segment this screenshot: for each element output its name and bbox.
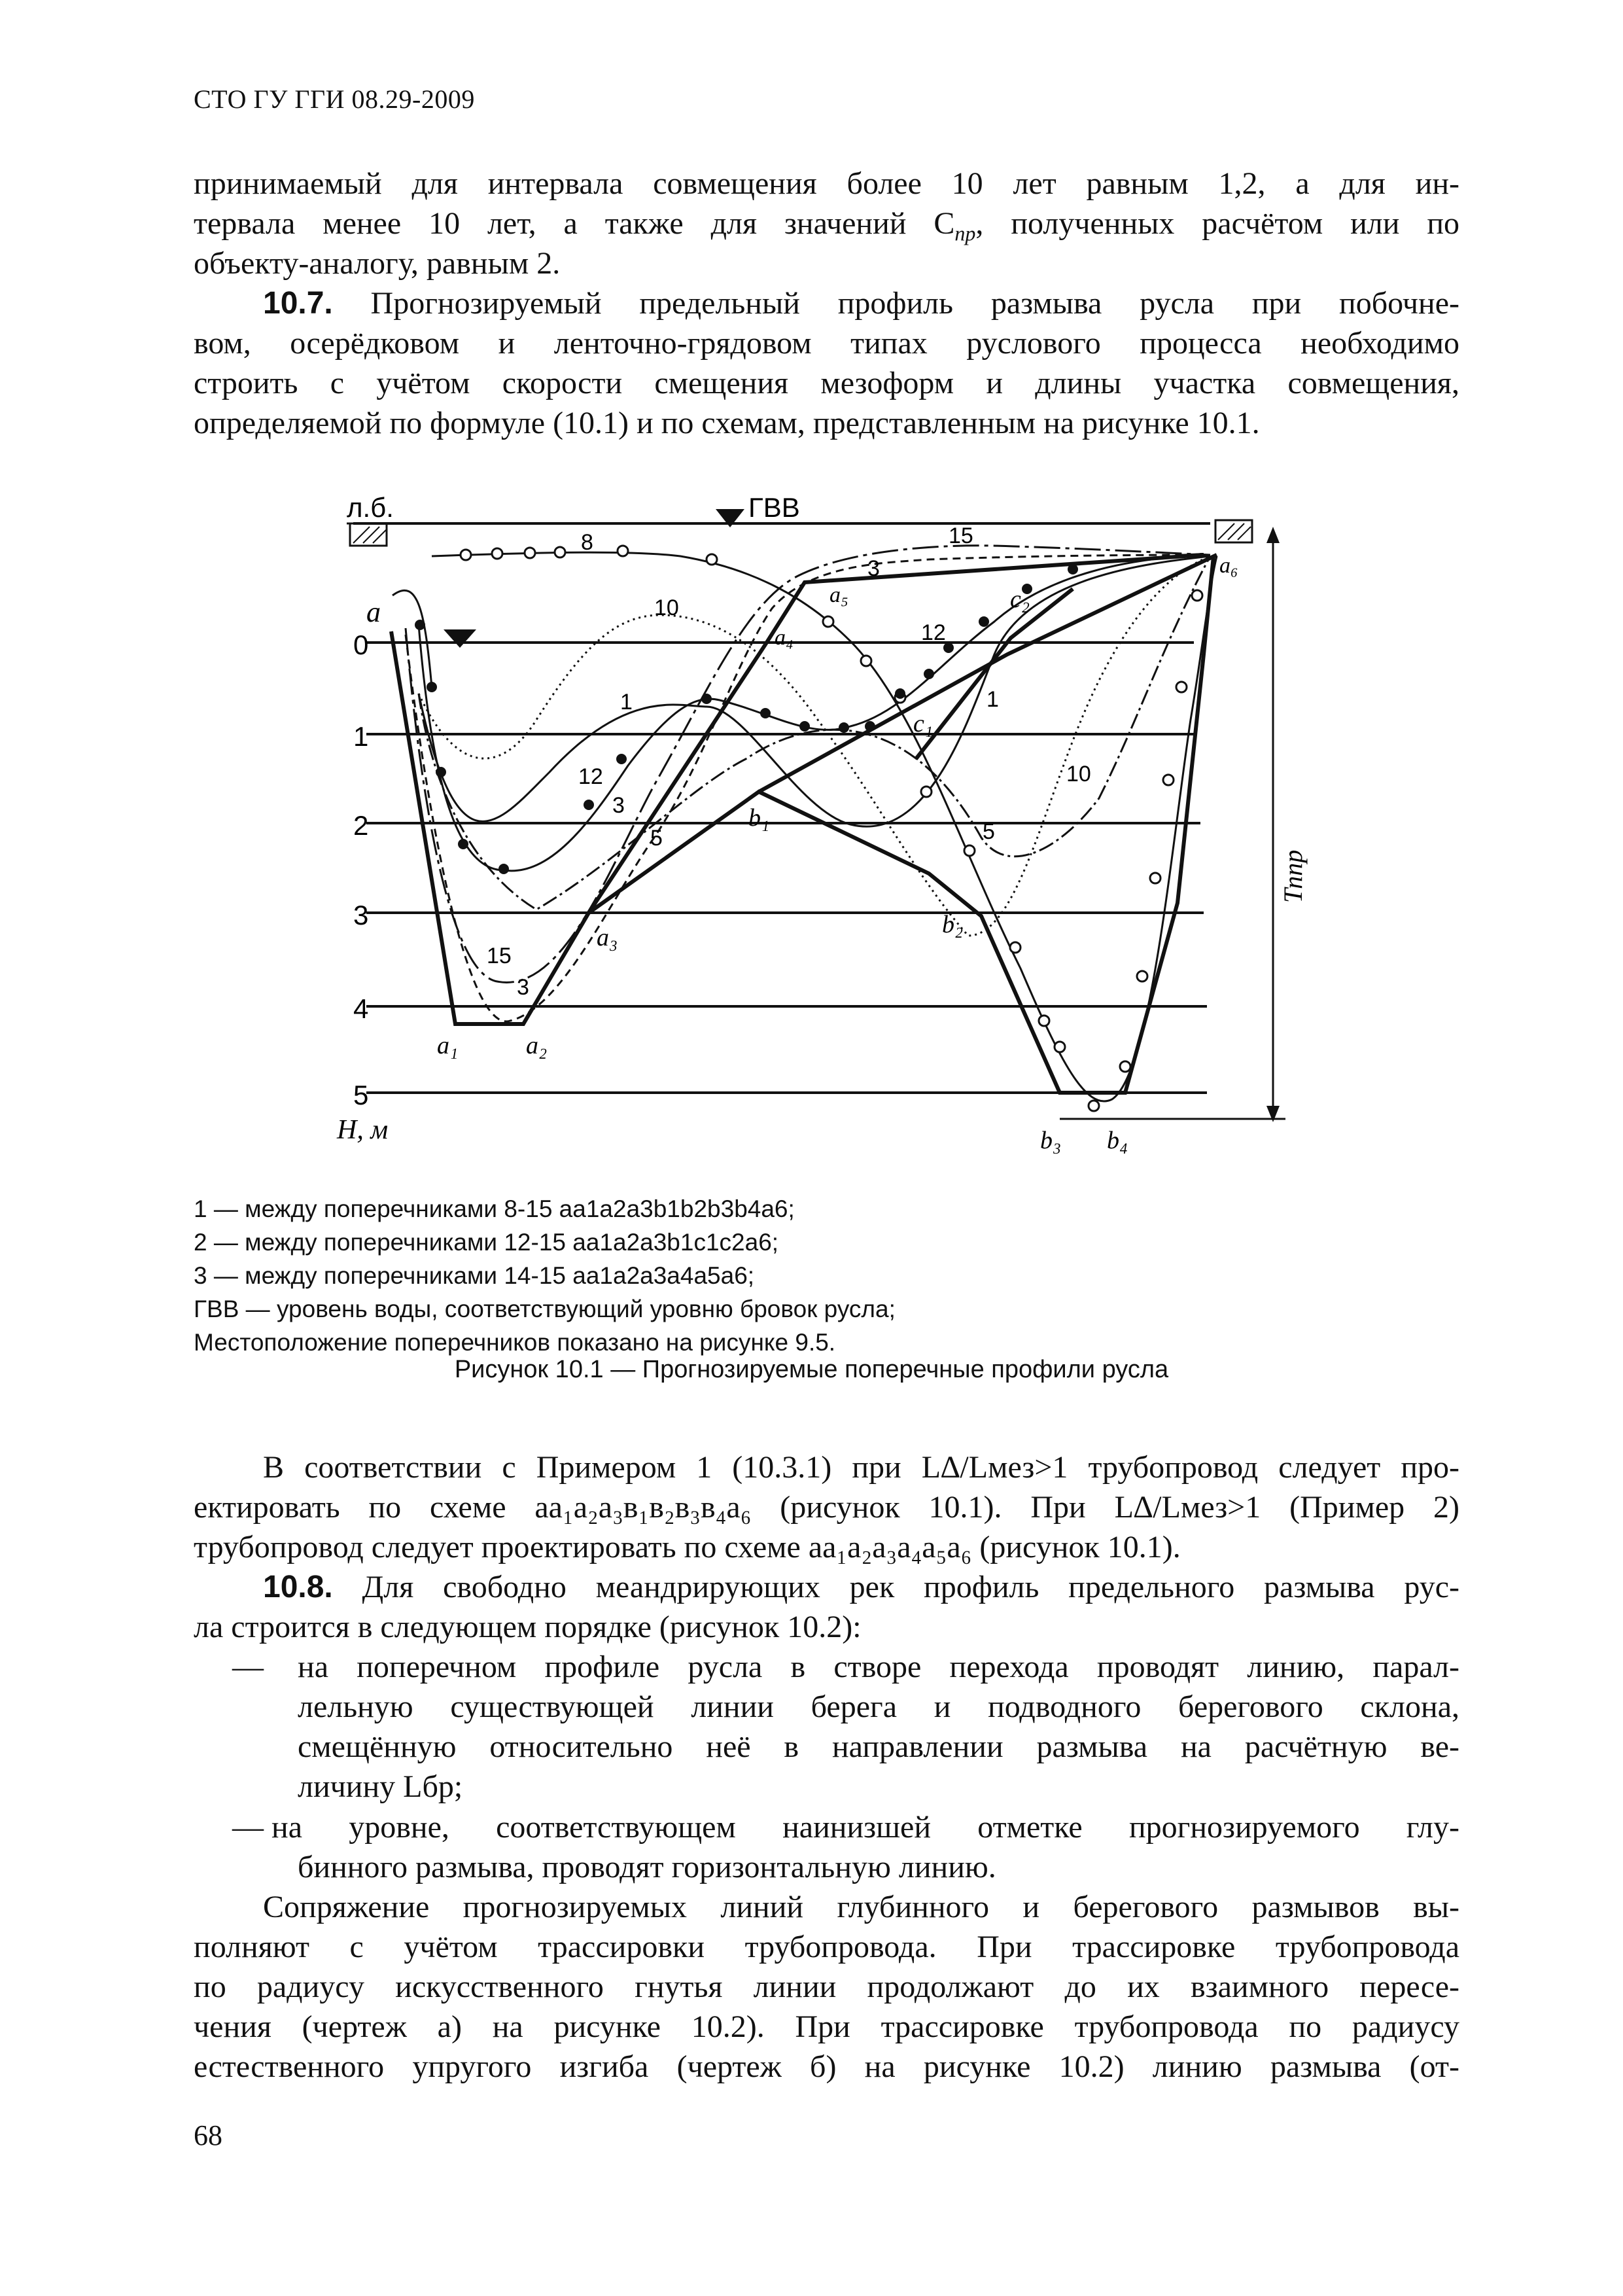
curve-label-12-left: 12 bbox=[578, 764, 603, 789]
left-bank-hatch-lines bbox=[353, 527, 386, 543]
dash-item-2-line-1: на уровне, соответствующем наинизшей отметке прогнозируемого глу- bbox=[271, 1810, 1459, 1845]
paragraph-3-line-1: В соответствии с Примером 1 (10.3.1) при L∆/Lмез>1 трубопровод следует про- bbox=[263, 1450, 1459, 1485]
paragraph-10-8 bbox=[194, 1567, 1459, 1647]
dash-item-1-body bbox=[298, 1647, 1459, 1807]
depth-label-4: 4 bbox=[353, 993, 369, 1024]
paragraph-5-line-4: чения (чертеж а) на рисунке 10.2). При трассировке трубопровода по радиусу bbox=[194, 2009, 1459, 2044]
point-a6-label: а₆ bbox=[1219, 554, 1238, 578]
point-c2-label: c₂ bbox=[1010, 586, 1030, 613]
point-a3-label: а₃ bbox=[597, 924, 618, 951]
point-c1-label: c₁ bbox=[913, 710, 934, 737]
document-header: СТО ГУ ГГИ 08.29-2009 bbox=[194, 84, 475, 114]
paragraph-3-line-3: трубопровод следует проектировать по схеме аа₁а₂а₃а₄а₅а₆ (рисунок 10.1). bbox=[194, 1530, 1181, 1564]
right-bank-hatch-lines bbox=[1218, 523, 1251, 540]
paragraph-1-line-2-tail: , полученных расчётом или по bbox=[975, 206, 1460, 241]
paragraph-1-line-3: объекту-аналогу, равным 2. bbox=[194, 246, 561, 281]
depth-label-2: 2 bbox=[353, 810, 369, 841]
dash-marker: — bbox=[232, 1650, 264, 1684]
paragraph-5-line-1: Сопряжение прогнозируемых линий глубинного и берегового размывов вы- bbox=[263, 1890, 1459, 1924]
page-number: 68 bbox=[194, 2119, 222, 2151]
curve-label-10-top: 10 bbox=[654, 595, 679, 620]
c-subscript: пр bbox=[954, 221, 976, 245]
legend-item-3: 3 — между поперечниками 14-15 аа1а2а3а4а5а6; bbox=[194, 1262, 755, 1289]
dash-item-1-line-3: смещённую относительно неё в направлении размыва на расчётную ве- bbox=[298, 1729, 1459, 1764]
paragraph-3-line-2: ектировать по схеме аа₁а₂а₃в₁в₂в₃в₄а₆ (рисунок 10.1). При L∆/Lмез>1 (Пример 2) bbox=[194, 1490, 1459, 1525]
curve-8 bbox=[432, 552, 1217, 1101]
curve-label-3-top: 3 bbox=[867, 556, 880, 581]
paragraph-10-7-line-2: вом, осерёдковом и ленточно-грядовом типах руслового процесса необходимо bbox=[194, 326, 1459, 361]
depth-grid bbox=[353, 523, 1210, 1093]
paragraph-10-8-line-1 bbox=[194, 1567, 1459, 1607]
curve-label-15-bottom: 15 bbox=[487, 944, 512, 968]
point-a1-label: а₁ bbox=[437, 1032, 459, 1059]
curve-label-12-top: 12 bbox=[921, 620, 946, 645]
point-a2-label: а₂ bbox=[526, 1032, 548, 1059]
water-level-label: ГВВ bbox=[748, 492, 800, 523]
bank-label: л.б. bbox=[347, 492, 394, 523]
dash-item-1-line-4: личину Lбр; bbox=[298, 1769, 463, 1804]
paragraph-1-line-2-text: тервала менее 10 лет, а также для значений С bbox=[194, 206, 955, 241]
curve-3 bbox=[406, 555, 1210, 1021]
curve-1 bbox=[419, 556, 1210, 826]
point-a4-label: а₄ bbox=[775, 626, 794, 650]
depth-label-0: 0 bbox=[353, 629, 369, 660]
point-b2-label: b₂ bbox=[942, 911, 964, 938]
depth-axis-label: Н, м bbox=[337, 1115, 389, 1145]
dash-item-2-body bbox=[271, 1807, 1459, 1887]
top-a-label: а bbox=[366, 596, 381, 628]
paragraph-10-8-line-2: ла строится в следующем порядке (рисунок 10.2): bbox=[194, 1610, 862, 1644]
paragraph-10-8-line-1-text: Для свободно меандрирующих рек профиль предельного размыва рус- bbox=[332, 1570, 1459, 1604]
depth-label-3: 3 bbox=[353, 900, 369, 930]
dash-item-1-line-2: лельную существующей линии берега и подводного берегового склона, bbox=[298, 1689, 1459, 1724]
legend-item-2: 2 — между поперечниками 12-15 аа1а2а3b1c1c2a6; bbox=[194, 1229, 779, 1256]
section-number-10-7: 10.7. bbox=[263, 286, 333, 321]
paragraph-1-line-1: принимаемый для интервала совмещения более 10 лет равным 1,2, а для ин- bbox=[194, 166, 1459, 201]
curve-label-5-right: 5 bbox=[983, 819, 995, 844]
depth-label-5: 5 bbox=[353, 1080, 369, 1110]
point-b4-label: b₄ bbox=[1107, 1127, 1128, 1154]
curve-label-1-mid: 1 bbox=[620, 690, 633, 715]
legend-item-location: Местоположение поперечников показано на рисунке 9.5. bbox=[194, 1329, 836, 1356]
figure-caption: Рисунок 10.1 — Прогнозируемые поперечные профили русла bbox=[454, 1356, 1169, 1383]
curve-label-1-right: 1 bbox=[986, 687, 999, 712]
paragraph-5-line-3: по радиусу искусственного гнутья линии продолжают до их взаимного пересе- bbox=[194, 1969, 1459, 2004]
paragraph-10-7-line-1-text: Прогнозируемый предельный профиль размыва русла при побочне- bbox=[332, 286, 1459, 321]
tmax-arrow-top-icon bbox=[1266, 527, 1280, 543]
curve-12-markers bbox=[415, 564, 1078, 874]
paragraph-5-line-5: естественного упругого изгиба (чертеж б) на рисунке 10.2) линию размыва (от- bbox=[194, 2049, 1459, 2084]
figure-legend bbox=[194, 1192, 896, 1359]
curve-label-5-left: 5 bbox=[650, 826, 663, 851]
legend-item-1: 1 — между поперечниками 8-15 аа1а2а3b1b2b3b4a6; bbox=[194, 1195, 795, 1222]
point-b3-label: b₃ bbox=[1040, 1127, 1062, 1154]
curve-label-8: 8 bbox=[581, 530, 593, 555]
dash-marker: — bbox=[232, 1810, 264, 1845]
tmax-label: Тппр bbox=[1278, 849, 1308, 903]
point-a5-label: а₅ bbox=[829, 583, 848, 607]
curve-label-15-top: 15 bbox=[949, 523, 973, 548]
paragraph-10-7-line-3: строить с учётом скорости смещения мезоформ и длины участка совмещения, bbox=[194, 366, 1459, 400]
legend-item-gvv: ГВВ — уровень воды, соответствующий уровню бровок русла; bbox=[194, 1296, 896, 1322]
section-number-10-8: 10.8. bbox=[263, 1570, 333, 1604]
water-level-marker-icon bbox=[444, 629, 476, 648]
curve-label-3-bottom: 3 bbox=[517, 975, 529, 1000]
point-b1-label: b₁ bbox=[748, 804, 770, 832]
curve-label-3-left: 3 bbox=[612, 793, 625, 818]
curve-label-10-right: 10 bbox=[1066, 762, 1091, 786]
depth-label-1: 1 bbox=[353, 721, 369, 752]
paragraph-5 bbox=[194, 1887, 1459, 2087]
dash-item-2-line-2: бинного размыва, проводят горизонтальную линию. bbox=[298, 1850, 996, 1884]
paragraph-5-line-2: полняют с учётом трассировки трубопровода. При трассировке трубопровода bbox=[194, 1930, 1459, 1964]
profile-main-thick bbox=[391, 555, 1204, 1024]
dash-item-1-line-1: на поперечном профиле русла в створе перехода проводят линию, парал- bbox=[298, 1650, 1459, 1684]
paragraph-3 bbox=[194, 1447, 1459, 1567]
paragraph-10-7-line-4: определяемой по формуле (10.1) и по схемам, представленным на рисунке 10.1. bbox=[194, 406, 1260, 440]
